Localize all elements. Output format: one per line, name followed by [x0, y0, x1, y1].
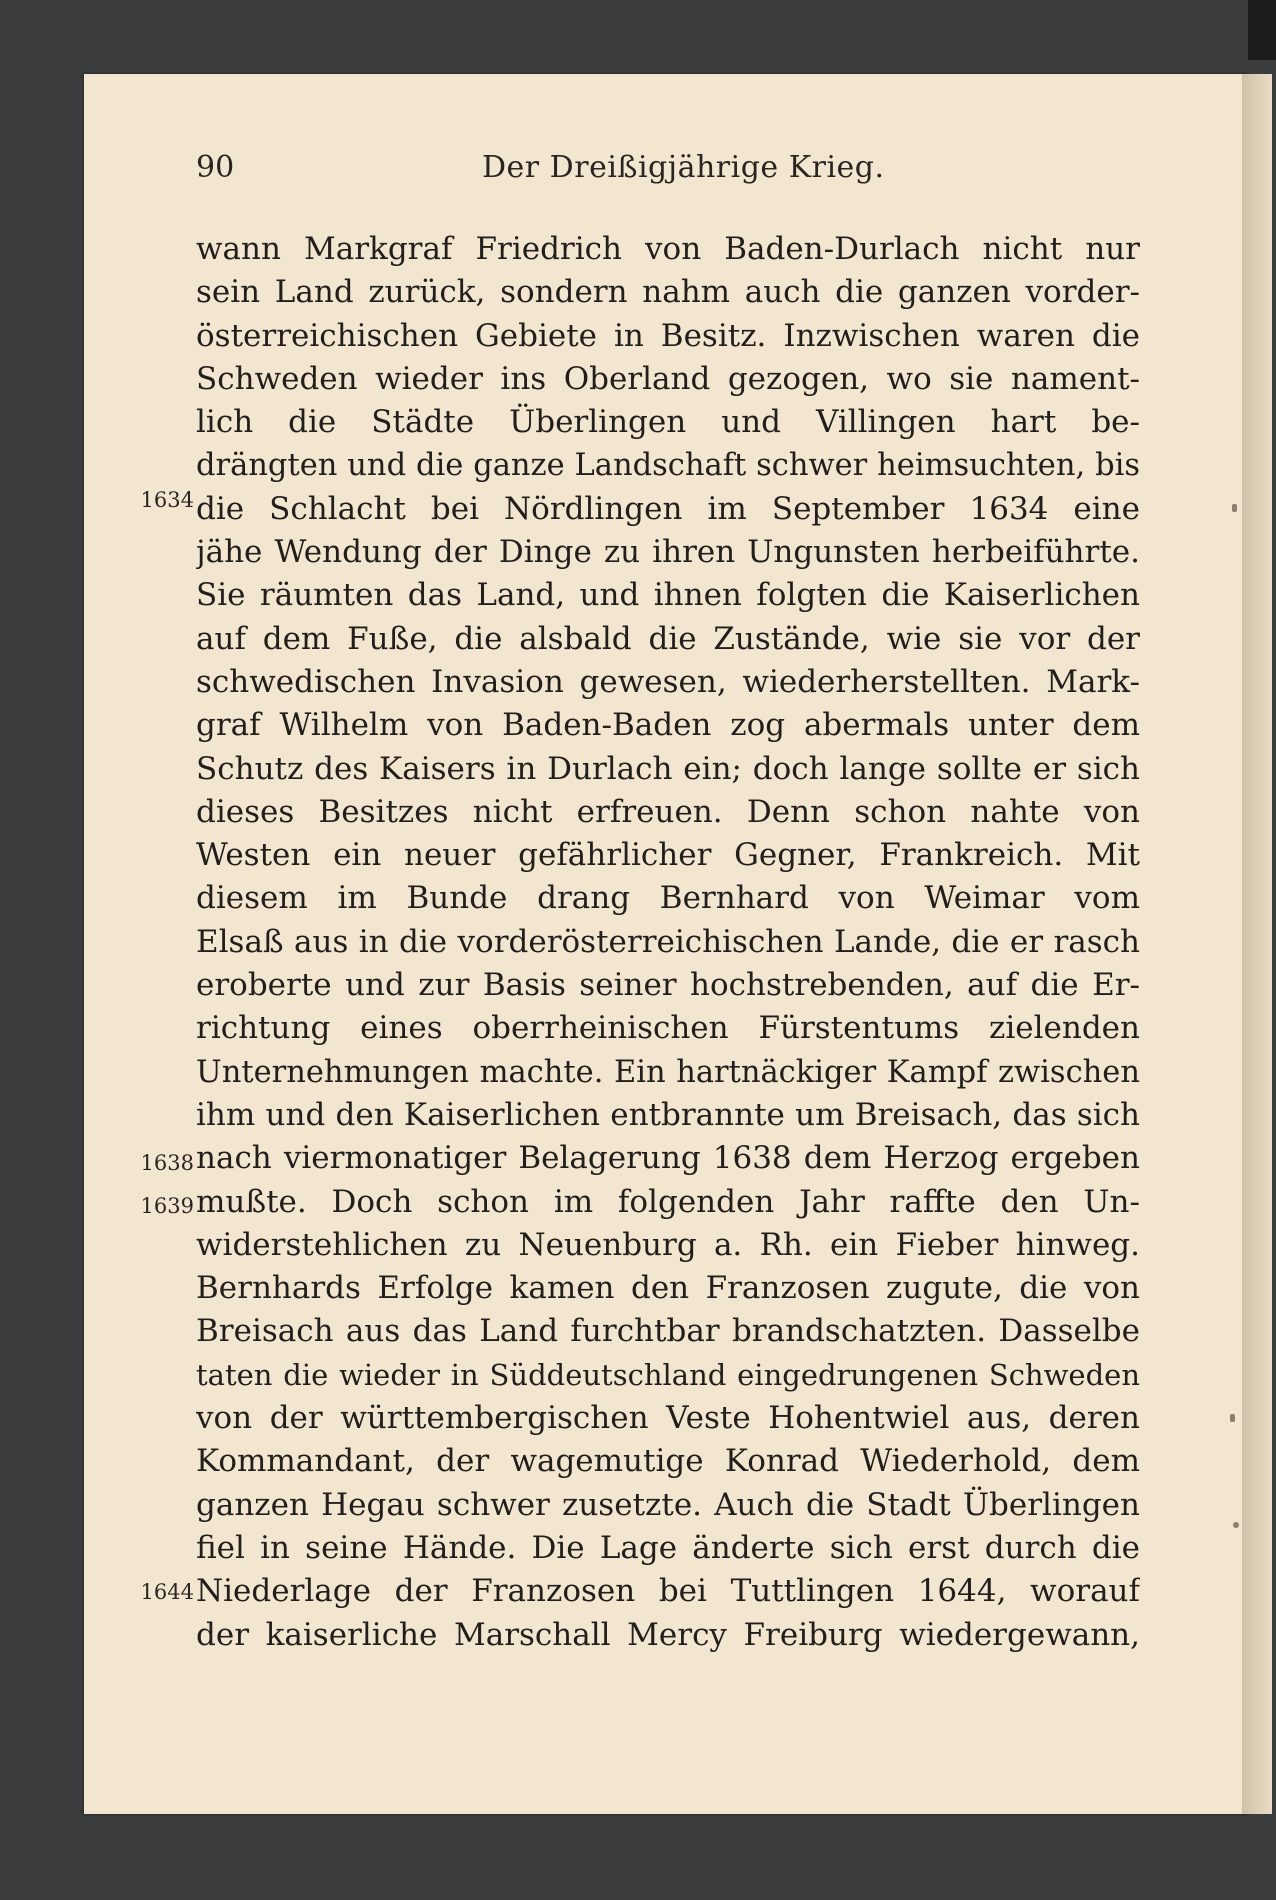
page-number: 90: [196, 150, 235, 185]
text-line: Niederlage der Franzosen bei Tuttlingen 1644, worauf: [196, 1573, 1140, 1610]
text-line: richtung eines oberrheinischen Fürstentums zielenden: [196, 1010, 1140, 1047]
text-line: von der württembergischen Veste Hohentwiel aus, deren: [196, 1400, 1140, 1437]
body-text: [196, 228, 1140, 1657]
text-line: der kaiserliche Marschall Mercy Freiburg wiedergewann,: [196, 1616, 1140, 1653]
text-line: graf Wilhelm von Baden-Baden zog abermals unter dem: [196, 707, 1140, 744]
running-title: Der Dreißigjährige Krieg.: [482, 150, 885, 185]
text-line: jähe Wendung der Dinge zu ihren Ungunsten herbeiführte.: [196, 534, 1140, 571]
paper-speck: [1230, 1414, 1235, 1422]
margin-year-1639: 1639: [140, 1194, 194, 1218]
text-line: ihm und den Kaiserlichen entbrannte um Breisach, das sich: [196, 1096, 1140, 1133]
text-line: Sie räumten das Land, und ihnen folgten die Kaiserlichen: [196, 577, 1140, 614]
text-line: die Schlacht bei Nördlingen im September 1634 eine: [196, 490, 1140, 527]
text-line: ganzen Hegau schwer zusetzte. Auch die Stadt Überlingen: [196, 1486, 1140, 1523]
text-line: auf dem Fuße, die alsbald die Zustände, wie sie vor der: [196, 620, 1140, 657]
book-spine-edge: [1242, 74, 1272, 1814]
text-line: fiel in seine Hände. Die Lage änderte sich erst durch die: [196, 1529, 1140, 1566]
paper-speck: [1233, 1522, 1239, 1528]
text-line: eroberte und zur Basis seiner hochstrebenden, auf die Er-: [196, 967, 1140, 1004]
text-line: taten die wieder in Süddeutschland eingedrungenen Schweden: [196, 1357, 1140, 1392]
text-line: Schweden wieder ins Oberland gezogen, wo sie nament-: [196, 360, 1140, 397]
text-line: Unternehmungen machte. Ein hartnäckiger Kampf zwischen: [196, 1054, 1140, 1090]
text-line: Breisach aus das Land furchtbar brandschatzten. Dasselbe: [196, 1313, 1140, 1350]
text-line: Elsaß aus in die vorderösterreichischen Lande, die er rasch: [196, 923, 1140, 960]
margin-year-1638: 1638: [140, 1151, 194, 1175]
paper-speck: [1232, 504, 1237, 512]
text-line: Westen ein neuer gefährlicher Gegner, Frankreich. Mit: [196, 837, 1140, 874]
text-line: widerstehlichen zu Neuenburg a. Rh. ein Fieber hinweg.: [196, 1226, 1140, 1263]
text-line: lich die Städte Überlingen und Villingen hart be-: [196, 404, 1140, 441]
text-line: Bernhards Erfolge kamen den Franzosen zugute, die von: [196, 1270, 1140, 1307]
text-line: nach viermonatiger Belagerung 1638 dem Herzog ergeben: [196, 1140, 1140, 1177]
scan-edge: [1248, 0, 1276, 60]
margin-year-1634: 1634: [140, 488, 194, 512]
text-line: diesem im Bunde drang Bernhard von Weimar vom: [196, 880, 1140, 917]
text-line: drängten und die ganze Landschaft schwer heimsuchten, bis: [196, 448, 1140, 484]
text-line: Schutz des Kaisers in Durlach ein; doch lange sollte er sich: [196, 750, 1140, 787]
text-line: dieses Besitzes nicht erfreuen. Denn schon nahte von: [196, 793, 1140, 830]
page-header: [112, 150, 1142, 200]
text-line: schwedischen Invasion gewesen, wiederherstellten. Mark-: [196, 663, 1140, 700]
text-line: Kommandant, der wagemutige Konrad Wiederhold, dem: [196, 1443, 1140, 1480]
text-line: österreichischen Gebiete in Besitz. Inzwischen waren die: [196, 317, 1140, 354]
text-line: sein Land zurück, sondern nahm auch die ganzen vorder-: [196, 274, 1140, 311]
text-line: mußte. Doch schon im folgenden Jahr raffte den Un-: [196, 1183, 1140, 1220]
text-line: wann Markgraf Friedrich von Baden-Durlach nicht nur: [196, 231, 1140, 267]
margin-year-1644: 1644: [140, 1580, 194, 1604]
